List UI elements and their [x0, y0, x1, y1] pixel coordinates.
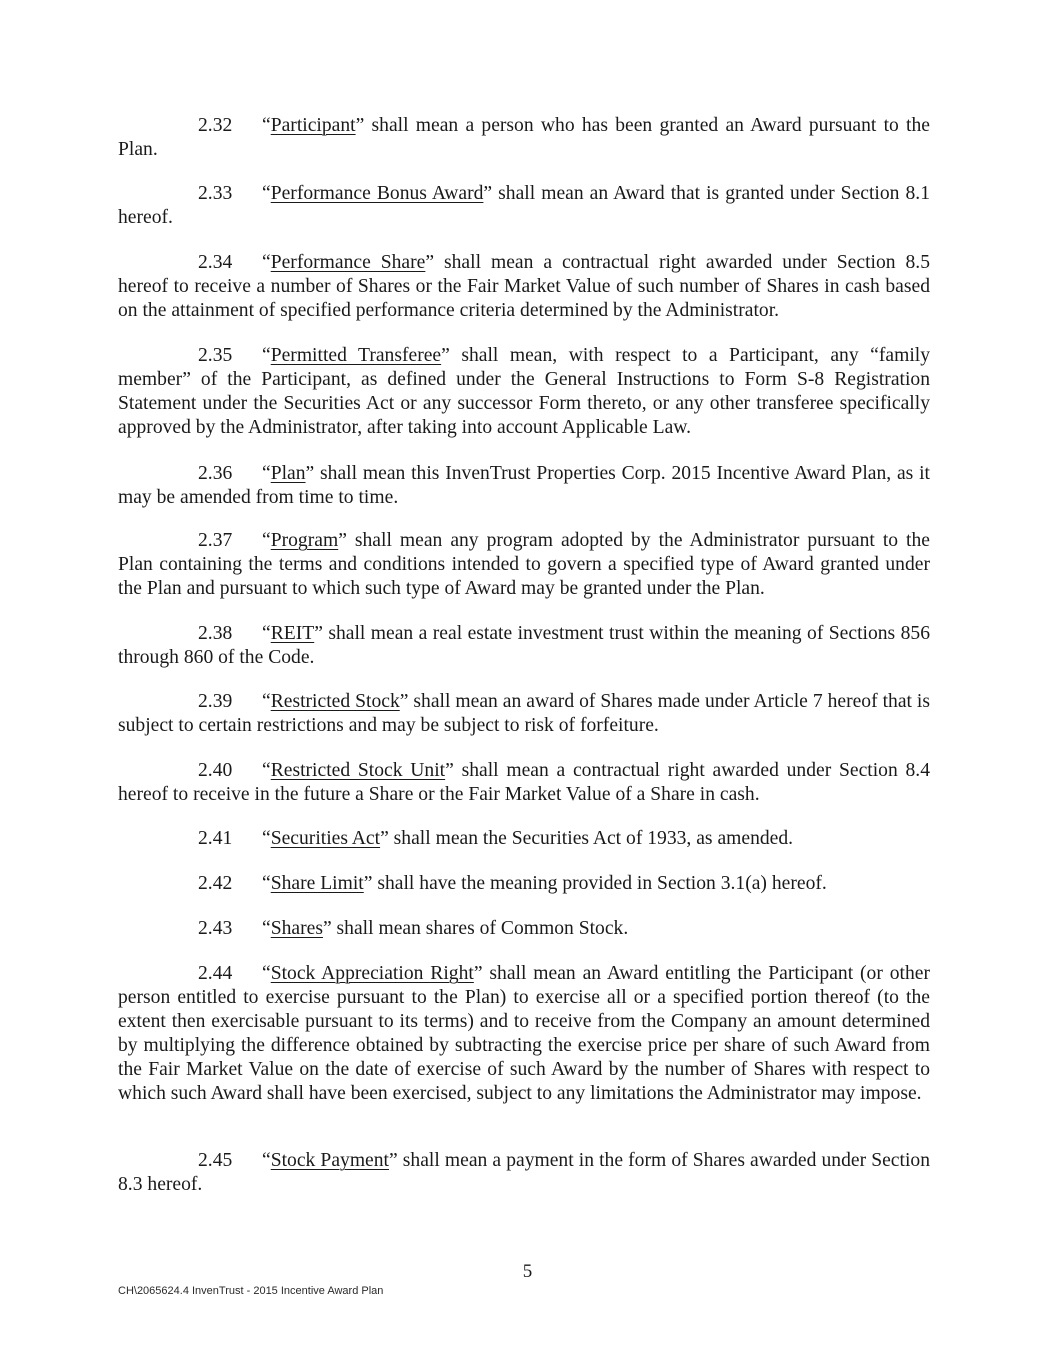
defined-term: Program: [270, 530, 339, 551]
definition-2-45: 2.45 “Stock Payment” shall mean a payment in the form of Shares awarded under Section 8.3 hereof.: [118, 1150, 930, 1195]
definition-2-37: 2.37 “Program” shall mean any program adopted by the Administrator pursuant to the Plan containing the terms and conditions intended to govern a specified type of Award granted under the Plan and pursuant to which such type of Award may be granted under the Plan.: [118, 530, 930, 599]
section-number: 2.34: [198, 252, 233, 273]
defined-term: Securities Act: [270, 828, 381, 849]
definition-text: shall mean a real estate investment trust within the meaning of Sections 856 through 860 of the Code.: [118, 623, 930, 668]
definition-2-42: 2.42 “Share Limit” shall have the meaning provided in Section 3.1(a) hereof.: [198, 873, 827, 894]
definition-2-39: 2.39 “Restricted Stock” shall mean an award of Shares made under Article 7 hereof that is subject to certain restrictions and may be subject to risk of forfeiture.: [118, 691, 931, 736]
section-number: 2.40: [198, 760, 233, 781]
definition-2-33: 2.33 “Performance Bonus Award” shall mean an Award that is granted under Section 8.1 hereof.: [118, 183, 930, 228]
definition-text: shall mean an Award entitling the Participant (or other person entitled to exercise pursuant to the Plan) to exercise all or a specified portion thereof (to the extent then exercisable pursuant to its terms) and to receive from the Company an amount determined by multiplying the difference obtained by subtracting the exercise price per share of such Award from the Fair Market Value on the date of exercise of such Award by the number of Shares with respect to which such Award shall have been exercised, subject to any limitations the Administrator may impose.: [118, 963, 931, 1104]
definition-text: shall mean any program adopted by the Administrator pursuant to the Plan containing the terms and conditions intended to govern a specified type of Award granted under the Plan and pursuant to which such type of Award may be granted under the Plan.: [118, 530, 930, 599]
definition-text: shall mean a contractual right awarded under Section 8.4 hereof to receive in the future a Share or the Fair Market Value of a Share in cash.: [118, 760, 931, 805]
definition-2-32: 2.32 “Participant” shall mean a person who has been granted an Award pursuant to the Plan.: [118, 115, 930, 160]
defined-term: Plan: [270, 463, 306, 484]
document-footer: CH\2065624.4 InvenTrust - 2015 Incentive Award Plan: [118, 1285, 384, 1297]
defined-term: Performance Bonus Award: [270, 183, 484, 204]
definition-2-38: 2.38 “REIT” shall mean a real estate investment trust within the meaning of Sections 856 through 860 of the Code.: [118, 623, 930, 668]
section-number: 2.37: [198, 530, 233, 551]
definition-2-40: 2.40 “Restricted Stock Unit” shall mean a contractual right awarded under Section 8.4 hereof to receive in the future a Share or the Fair Market Value of a Share in cash.: [118, 760, 931, 805]
defined-term: Stock Payment: [270, 1150, 389, 1171]
defined-term: REIT: [270, 623, 315, 644]
section-number: 2.41: [198, 828, 233, 849]
definition-text: shall mean an award of Shares made under Article 7 hereof that is subject to certain restrictions and may be subject to risk of forfeiture.: [118, 691, 931, 736]
section-number: 2.45: [198, 1150, 233, 1171]
defined-term: Stock Appreciation Right: [270, 963, 474, 984]
section-number: 2.35: [198, 345, 233, 366]
section-number: 2.44: [198, 963, 233, 984]
section-number: 2.33: [198, 183, 233, 204]
definition-text: shall mean a payment in the form of Shares awarded under Section 8.3 hereof.: [118, 1150, 930, 1195]
section-number: 2.38: [198, 623, 233, 644]
defined-term: Restricted Stock Unit: [270, 760, 446, 781]
definition-2-44: 2.44 “Stock Appreciation Right” shall mean an Award entitling the Participant (or other person entitled to exercise pursuant to the Plan) to exercise all or a specified portion thereof (to the extent then exercisable pursuant to its terms) and to receive from the Company an amount determined by multiplying the difference obtained by subtracting the exercise price per share of such Award from the Fair Market Value on the date of exercise of such Award by the number of Shares with respect to which such Award shall have been exercised, subject to any limitations the Administrator may impose.: [118, 963, 931, 1104]
page-number: 5: [522, 1261, 533, 1282]
section-number: 2.42: [198, 873, 233, 894]
defined-term: Performance Share: [270, 252, 426, 273]
defined-term: Share Limit: [270, 873, 364, 894]
definition-text: shall mean this InvenTrust Properties Corp. 2015 Incentive Award Plan, as it may be amended from time to time.: [118, 463, 930, 508]
definition-2-43: 2.43 “Shares” shall mean shares of Common Stock.: [198, 918, 629, 939]
definition-text: shall mean an Award that is granted under Section 8.1 hereof.: [118, 183, 930, 228]
definition-text: shall mean a contractual right awarded under Section 8.5 hereof to receive a number of Shares or the Fair Market Value of such number of Shares in cash based on the attainment of specified performance criteria determined by the Administrator.: [118, 252, 930, 321]
definition-2-36: 2.36 “Plan” shall mean this InvenTrust Properties Corp. 2015 Incentive Award Plan, as it may be amended from time to time.: [118, 463, 930, 508]
definition-text: shall mean, with respect to a Participant, any “family member” of the Participant, as defined under the General Instructions to Form S-8 Registration Statement under the Securities Act or any successor Form thereto, or any other transferee specifically approved by the Administrator, after taking into account Applicable Law.: [118, 345, 930, 438]
definition-text: shall mean the Securities Act of 1933, as amended.: [388, 828, 794, 849]
defined-term: Shares: [270, 918, 323, 939]
definition-2-41: 2.41 “Securities Act” shall mean the Securities Act of 1933, as amended.: [198, 828, 794, 849]
defined-term: Restricted Stock: [270, 691, 400, 712]
section-number: 2.32: [198, 115, 233, 136]
definition-text: shall mean shares of Common Stock.: [331, 918, 629, 939]
definition-2-35: 2.35 “Permitted Transferee” shall mean, with respect to a Participant, any “family member” of the Participant, as defined under the General Instructions to Form S-8 Registration Statement under the Securities Act or any successor Form thereto, or any other transferee specifically approved by the Administrator, after taking into account Applicable Law.: [118, 345, 930, 438]
section-number: 2.36: [198, 463, 233, 484]
definition-2-34: 2.34 “Performance Share” shall mean a contractual right awarded under Section 8.5 hereof to receive a number of Shares or the Fair Market Value of such number of Shares in cash based on the attainment of specified performance criteria determined by the Administrator.: [118, 252, 930, 321]
section-number: 2.39: [198, 691, 233, 712]
section-number: 2.43: [198, 918, 233, 939]
defined-term: Participant: [270, 115, 356, 136]
definition-text: shall have the meaning provided in Section 3.1(a) hereof.: [372, 873, 827, 894]
definition-text: shall mean a person who has been granted an Award pursuant to the Plan.: [118, 115, 930, 160]
defined-term: Permitted Transferee: [270, 345, 442, 366]
